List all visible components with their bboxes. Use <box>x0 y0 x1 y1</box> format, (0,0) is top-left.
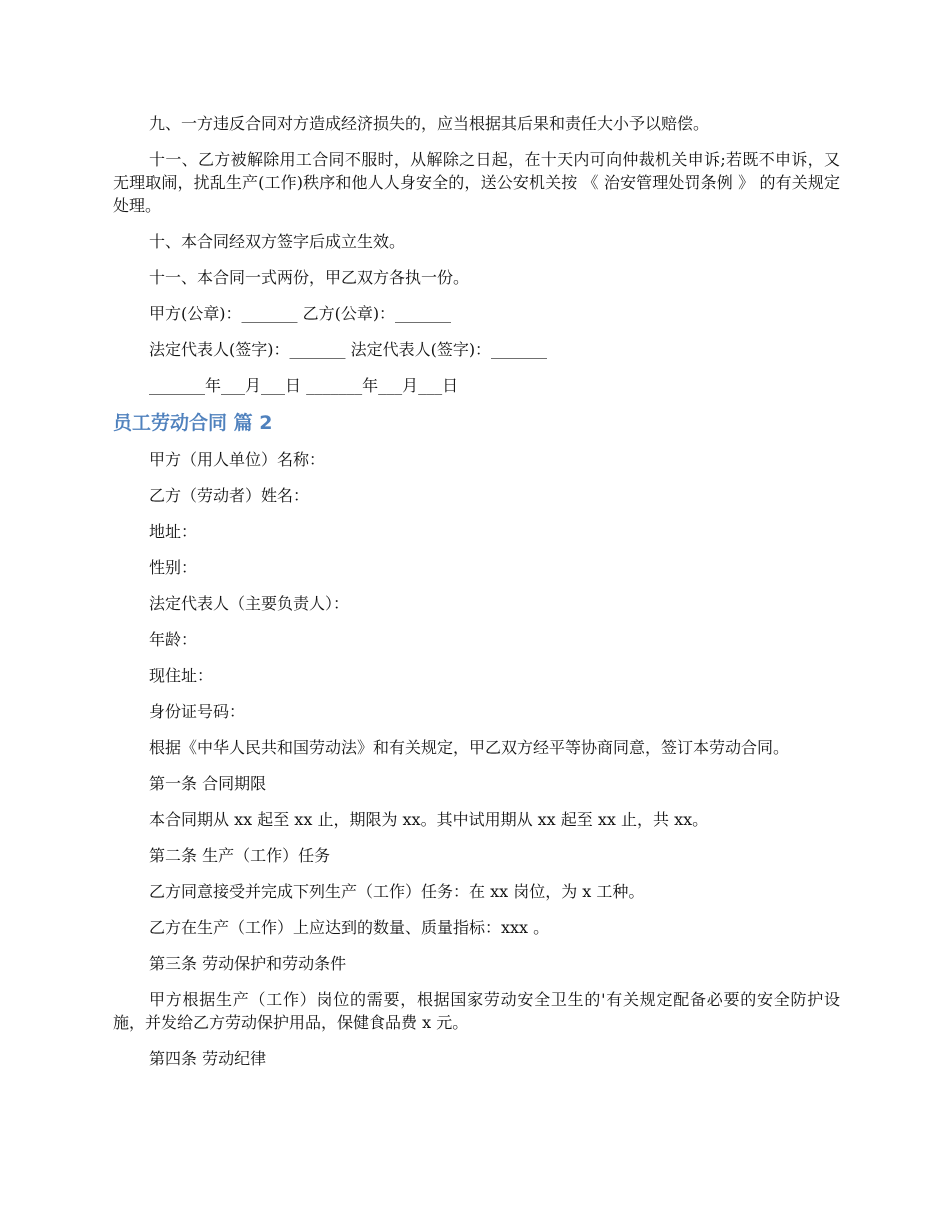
article-4-title: 第四条 劳动纪律 <box>149 1049 267 1068</box>
clause-effective: 十、本合同经双方签字后成立生效。 <box>149 232 406 251</box>
signature-representative-line: 法定代表人(签字)：_______ 法定代表人(签字)：_______ <box>149 340 548 359</box>
field-gender: 性别： <box>149 558 198 577</box>
field-age: 年龄： <box>149 630 198 649</box>
article-3-body: 甲方根据生产（工作）岗位的需要，根据国家劳动安全卫生的'有关规定配备必要的安全防护设施，并发给乙方劳动保护用品，保健食品费 x 元。 <box>113 990 840 1032</box>
field-legal-representative: 法定代表人（主要负责人）： <box>149 594 350 613</box>
preamble: 根据《中华人民共和国劳动法》和有关规定，甲乙双方经平等协商同意，签订本劳动合同。 <box>149 738 790 757</box>
article-2-body-quota: 乙方在生产（工作）上应达到的数量、质量指标：xxx 。 <box>149 918 550 937</box>
signature-date-line: _______年___月___日 _______年___月___日 <box>149 376 459 395</box>
field-employee-name: 乙方（劳动者）姓名： <box>149 486 310 505</box>
field-id-number: 身份证号码： <box>149 702 246 721</box>
article-1-title: 第一条 合同期限 <box>149 774 267 793</box>
field-employer-name: 甲方（用人单位）名称： <box>149 450 326 469</box>
field-current-address: 现住址： <box>149 666 214 685</box>
article-2-body-task: 乙方同意接受并完成下列生产（工作）任务：在 xx 岗位，为 x 工种。 <box>149 882 645 901</box>
signature-seal-line: 甲方(公章)：_______ 乙方(公章)：_______ <box>149 304 452 323</box>
field-address: 地址： <box>149 522 198 541</box>
clause-appeal: 十一、乙方被解除用工合同不服时，从解除之日起，在十天内可向仲裁机关申诉;若既不申诉，又无理取闹，扰乱生产(工作)秩序和他人人身安全的，送公安机关按 《 治安管理处罚条例 》 的有关规定处理。 <box>113 150 840 215</box>
clause-compensation: 九、一方违反合同对方造成经济损失的，应当根据其后果和责任大小予以赔偿。 <box>149 114 710 133</box>
section-heading: 员工劳动合同 篇 2 <box>113 412 273 434</box>
document-body <box>113 112 840 1083</box>
clause-copies: 十一、本合同一式两份，甲乙双方各执一份。 <box>149 268 470 287</box>
article-1-body: 本合同期从 xx 起至 xx 止，期限为 xx。其中试用期从 xx 起至 xx 止，共 xx。 <box>149 810 709 829</box>
article-3-title: 第三条 劳动保护和劳动条件 <box>149 954 347 973</box>
article-2-title: 第二条 生产（工作）任务 <box>149 846 331 865</box>
